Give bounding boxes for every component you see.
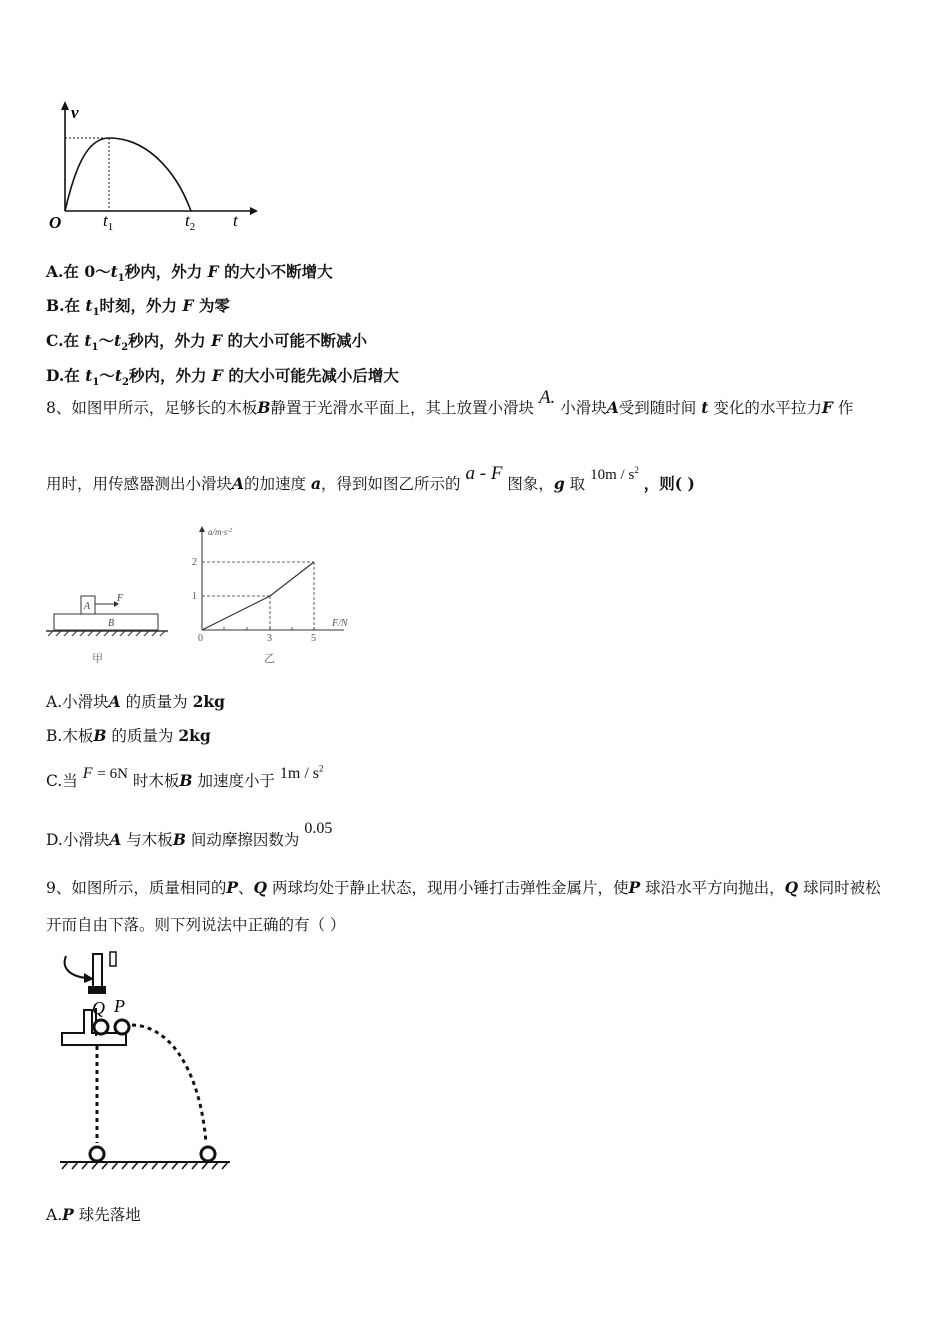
tick-x0: 0	[198, 633, 203, 644]
tick-y2: 2	[192, 557, 197, 568]
hammer-handle	[93, 954, 102, 990]
q8-option-d: D.小滑块A 与木板B 间动摩擦因数为 0.05	[46, 820, 333, 849]
origin-label: O	[49, 213, 62, 232]
tick-x5: 5	[311, 633, 316, 644]
hammer-top	[110, 952, 116, 966]
block-board-diagram	[44, 588, 174, 668]
q9-option-a: A.P 球先落地	[46, 1205, 141, 1224]
ball-p-landed	[201, 1147, 215, 1161]
ball-q	[94, 1020, 108, 1034]
q7-option-c: C.在 $t_1\sim t_2$秒内，外力 F 的大小可能不断减小	[46, 331, 368, 354]
t-axis-label: t	[233, 211, 238, 230]
t2-label: $t_2$	[185, 211, 196, 233]
caption-yi: 乙	[264, 653, 275, 665]
strike-arrow	[65, 956, 86, 978]
label-q: Q	[92, 998, 105, 1018]
velocity-curve	[65, 138, 191, 211]
label-p: P	[114, 996, 125, 1016]
q8-stem-line2: 用时，用传感器测出小滑块A的加速度 a，得到如图乙所示的 a - F 图象，g 取 $10m / s^2$ ，则( )	[46, 463, 695, 493]
ball-q-landed	[90, 1147, 104, 1161]
v-axis-label: v	[71, 103, 79, 122]
acceleration-force-graph	[186, 520, 361, 668]
block-a-label: A	[84, 601, 91, 612]
ball-p	[115, 1020, 129, 1034]
q8-option-c: C.当 F = 6N 时木板B 加速度小于 $1m / s^2$	[46, 763, 324, 790]
tick-x3: 3	[267, 633, 272, 644]
q8-option-a: A.小滑块A 的质量为 2kg	[46, 692, 225, 711]
v-axis-arrow	[61, 101, 69, 110]
projectile-experiment-diagram	[56, 948, 236, 1178]
q8-stem-line1: 8、如图甲所示，足够长的木板B静置于光滑水平面上，其上放置小滑块 A. 小滑块A受到随时间 t 变化的水平拉力F 作	[46, 387, 854, 417]
y-axis-arrow	[199, 526, 205, 532]
t1-label: $t_1$	[103, 211, 114, 233]
tick-y1: 1	[192, 591, 197, 602]
q9-stem-line1: 9、如图所示，质量相同的P、Q 两球均处于静止状态，现用小锤打击弹性金属片，使P 球沿水平方向抛出，Q 球同时被松	[46, 878, 881, 897]
q7-option-b: B.在 $t_1$时刻，外力 F 为零	[46, 296, 230, 319]
board-b-label: B	[108, 618, 115, 629]
force-label: F	[117, 593, 124, 604]
q9-stem-line2: 开而自由下落。则下列说法中正确的有（ ）	[46, 916, 346, 934]
y-axis-label: $a/m\cdot s^{-2}$	[208, 527, 233, 537]
q7-option-a: A.在 $0\sim t_1$秒内，外力 F 的大小不断增大	[46, 262, 333, 285]
p-projectile-path	[132, 1025, 206, 1143]
q7-option-d: D.在 $t_1\sim t_2$秒内，外力 F 的大小可能先减小后增大	[46, 366, 399, 389]
floor-hatching	[62, 1162, 228, 1169]
q8-option-b: B.木板B 的质量为 2kg	[46, 726, 211, 745]
x-axis-label: F/N	[332, 618, 348, 629]
velocity-time-graph	[45, 98, 260, 233]
t-axis-arrow	[250, 207, 258, 215]
hammer-head	[88, 986, 106, 994]
board-b	[54, 614, 158, 630]
caption-jia: 甲	[92, 653, 103, 665]
